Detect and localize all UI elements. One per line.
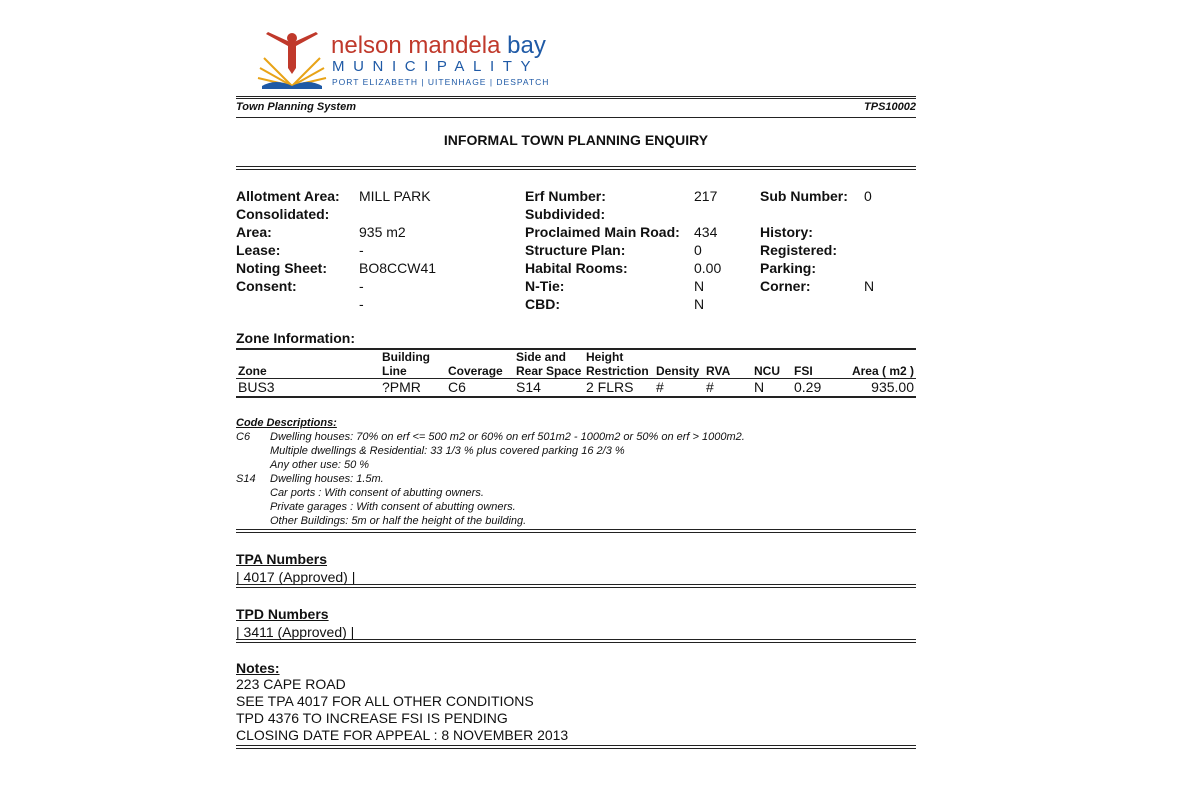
coverage-value: C6 <box>448 379 466 395</box>
subdivided-label: Subdivided: <box>525 206 606 222</box>
logo-name: nelson mandela bay <box>331 32 546 59</box>
proclaimed-main-road-label: Proclaimed Main Road: <box>525 224 680 240</box>
code-descriptions-heading: Code Descriptions: <box>236 417 337 429</box>
area-m2-value: 935.00 <box>871 379 914 395</box>
zone-value: BUS3 <box>238 379 275 395</box>
report-header <box>236 96 916 118</box>
col-density: Density <box>654 349 704 379</box>
erf-number-value: 217 <box>694 188 718 204</box>
notes-heading: Notes: <box>236 660 280 676</box>
logo-towns: PORT ELIZABETH | UITENHAGE | DESPATCH <box>332 77 550 87</box>
history-label: History: <box>760 224 813 240</box>
cbd-label: CBD: <box>525 296 560 312</box>
code-descriptions <box>236 416 916 528</box>
sub-number-value: 0 <box>864 188 872 204</box>
consent-value: - <box>359 278 364 294</box>
divider <box>236 529 916 533</box>
habital-rooms-label: Habital Rooms: <box>525 260 628 276</box>
list-item: CLOSING DATE FOR APPEAL : 8 NOVEMBER 2013 <box>236 727 569 743</box>
table-row <box>236 379 916 398</box>
zone-table-header <box>236 349 916 379</box>
list-item: C6 Dwelling houses: 70% on erf <= 500 m2 or 60% on erf 501m2 - 1000m2 or 50% on erf > 1000m2. <box>236 431 745 443</box>
area-value: 935 m2 <box>359 224 406 240</box>
list-item: S14 Dwelling houses: 1.5m. <box>236 473 384 485</box>
consolidated-label: Consolidated: <box>236 206 330 222</box>
structure-plan-label: Structure Plan: <box>525 242 626 258</box>
noting-sheet-value: BO8CCW41 <box>359 260 437 276</box>
lease-value: - <box>359 242 364 258</box>
zone-info-heading: Zone Information: <box>236 330 355 346</box>
zone-table <box>236 348 916 398</box>
notes-body <box>236 676 568 744</box>
allotment-area-label: Allotment Area: <box>236 188 340 204</box>
registered-label: Registered: <box>760 242 838 258</box>
consent-value-2: - <box>359 296 364 312</box>
col-rva: RVA <box>704 349 752 379</box>
list-item: TPD 4376 TO INCREASE FSI IS PENDING <box>236 710 508 726</box>
list-item: SEE TPA 4017 FOR ALL OTHER CONDITIONS <box>236 693 534 709</box>
col-fsi: FSI <box>792 349 836 379</box>
col-zone: Zone <box>236 349 380 379</box>
divider <box>236 584 916 588</box>
side-rear-value: S14 <box>516 379 541 395</box>
ncu-value: N <box>754 379 765 395</box>
list-item: Other Buildings: 5m or half the height of the building. <box>270 515 527 527</box>
system-name: Town Planning System <box>236 101 356 113</box>
cbd-value: N <box>694 296 705 312</box>
structure-plan-value: 0 <box>694 242 702 258</box>
tpa-heading: TPA Numbers <box>236 551 328 567</box>
col-building-line: Building Line <box>380 349 446 379</box>
divider <box>236 166 916 170</box>
list-item: Any other use: 50 % <box>270 459 370 471</box>
erf-number-label: Erf Number: <box>525 188 606 204</box>
habital-rooms-value: 0.00 <box>694 260 722 276</box>
divider <box>236 745 916 749</box>
col-height: Height Restriction <box>584 349 654 379</box>
logo-subtitle: MUNICIPALITY <box>332 58 540 75</box>
tpa-value: | 4017 (Approved) | <box>236 569 356 585</box>
divider <box>236 639 916 643</box>
area-label: Area: <box>236 224 272 240</box>
corner-label: Corner: <box>760 278 811 294</box>
list-item: Multiple dwellings & Residential: 33 1/3 % plus covered parking 16 2/3 % <box>270 445 625 457</box>
n-tie-label: N-Tie: <box>525 278 565 294</box>
logo-emblem-icon <box>256 28 328 90</box>
allotment-area-value: MILL PARK <box>359 188 431 204</box>
parking-label: Parking: <box>760 260 817 276</box>
rva-value: # <box>706 379 714 395</box>
consent-label: Consent: <box>236 278 297 294</box>
height-value: 2 FLRS <box>586 379 634 395</box>
lease-label: Lease: <box>236 242 281 258</box>
sub-number-label: Sub Number: <box>760 188 848 204</box>
col-coverage: Coverage <box>446 349 514 379</box>
tpd-heading: TPD Numbers <box>236 606 329 622</box>
fsi-value: 0.29 <box>794 379 822 395</box>
col-ncu: NCU <box>752 349 792 379</box>
list-item: Private garages : With consent of abutting owners. <box>270 501 516 513</box>
municipality-logo <box>256 28 576 94</box>
list-item: 223 CAPE ROAD <box>236 676 346 692</box>
corner-value: N <box>864 278 875 294</box>
proclaimed-main-road-value: 434 <box>694 224 718 240</box>
page-title: INFORMAL TOWN PLANNING ENQUIRY <box>443 132 709 148</box>
col-side-rear: Side and Rear Space <box>514 349 584 379</box>
noting-sheet-label: Noting Sheet: <box>236 260 327 276</box>
col-area: Area ( m2 ) <box>836 349 916 379</box>
building-line-value: ?PMR <box>382 379 421 395</box>
density-value: # <box>656 379 664 395</box>
list-item: Car ports : With consent of abutting owners. <box>270 487 484 499</box>
report-code: TPS10002 <box>864 101 916 113</box>
n-tie-value: N <box>694 278 705 294</box>
tpd-value: | 3411 (Approved) | <box>236 624 355 640</box>
